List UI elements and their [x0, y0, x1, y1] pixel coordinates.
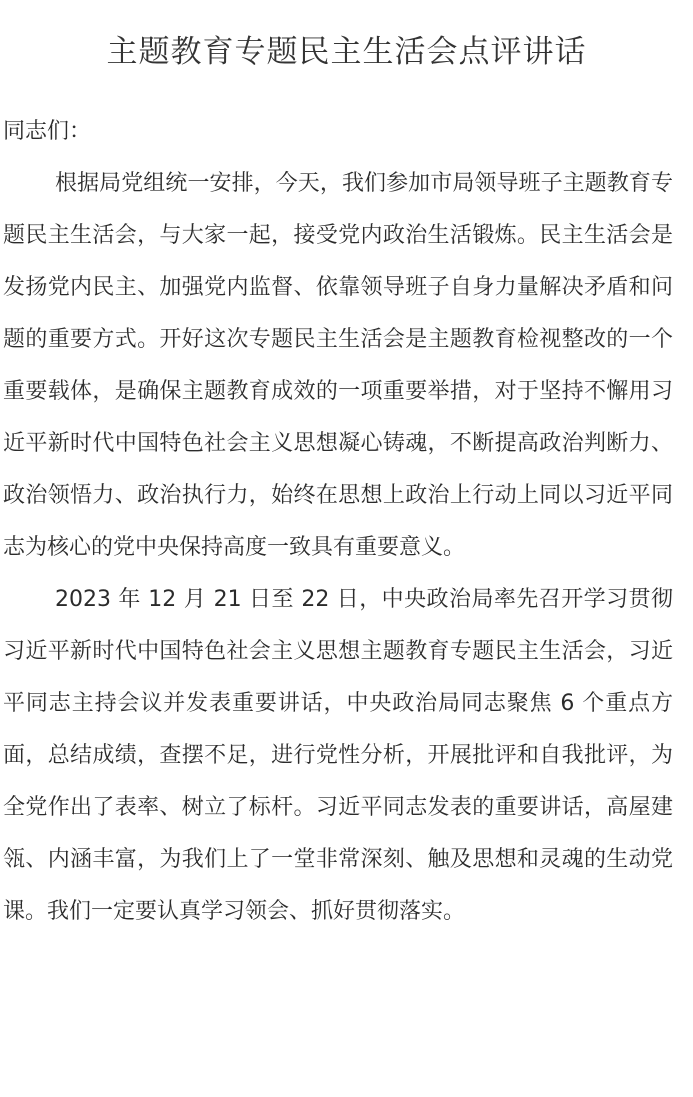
document-body [3, 106, 673, 938]
document-title: 主题教育专题民主生活会点评讲话 [106, 34, 587, 70]
paragraph-2: 2023 年 12 月 21 日至 22 日，中央政治局率先召开学习贯彻习近平新时代中国特色社会主义思想主题教育专题民主生活会，习近平同志主持会议并发表重要讲话，中央政治局同志聚焦 6 个重点方面，总结成绩，查摆不足，进行党性分析，开展批评和自我批评，为全党作出了表率、树立了标杆。习近平同志发表的重要讲话，高屋建瓴、内涵丰富，为我们上了一堂非常深刻、触及思想和灵魂的生动党课。我们一定要认真学习领会、抓好贯彻落实。 [3, 587, 673, 924]
paragraph-1: 根据局党组统一安排，今天，我们参加市局领导班子主题教育专题民主生活会，与大家一起，接受党内政治生活锻炼。民主生活会是发扬党内民主、加强党内监督、依靠领导班子自身力量解决矛盾和问题的重要方式。开好这次专题民主生活会是主题教育检视整改的一个重要载体，是确保主题教育成效的一项重要举措，对于坚持不懈用习近平新时代中国特色社会主义思想凝心铸魂，不断提高政治判断力、政治领悟力、政治执行力，始终在思想上政治上行动上同以习近平同志为核心的党中央保持高度一致具有重要意义。 [3, 171, 673, 560]
salutation: 同志们： [3, 119, 92, 144]
